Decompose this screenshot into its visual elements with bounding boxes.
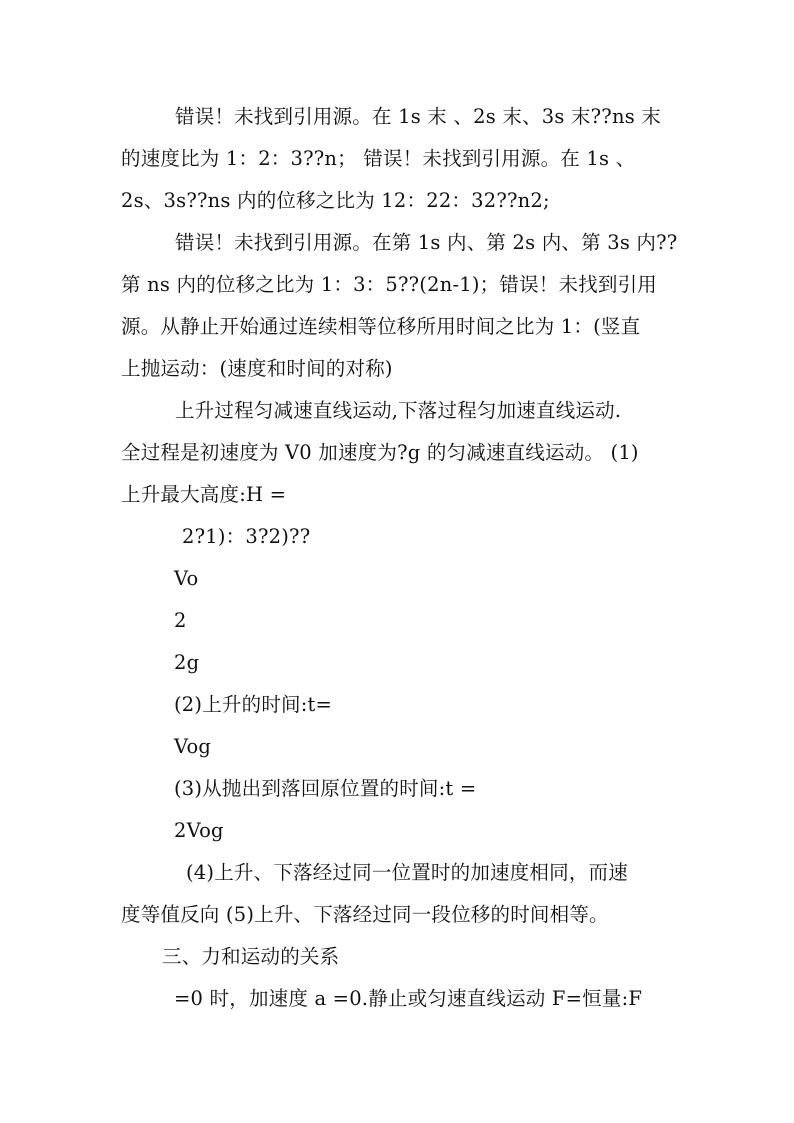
text-line-9: 全过程是初速度为 V0 加速度为?g 的匀减速直线运动。 (1): [121, 441, 639, 464]
text-line-7: 上抛运动：(速度和时间的对称): [121, 357, 393, 380]
text-line-16: Vog: [174, 735, 212, 758]
text-line-2: 的速度比为 1：2：3??n； 错误！未找到引用源。在 1s 、: [121, 147, 636, 170]
text-line-13: 2: [174, 609, 187, 632]
text-line-20: 度等值反向 (5)上升、下落经过同一段位移的时间相等。: [121, 903, 609, 926]
text-line-10: 上升最大高度:H =: [121, 483, 287, 506]
text-line-4: 错误！未找到引用源。在第 1s 内、第 2s 内、第 3s 内??: [175, 231, 678, 254]
text-line-11: 2?1)：3?2)??: [182, 525, 311, 548]
text-line-1: 错误！未找到引用源。在 1s 末 、2s 末、3s 末??ns 末: [175, 105, 662, 128]
text-line-15: (2)上升的时间:t=: [174, 693, 333, 716]
text-line-17: (3)从抛出到落回原位置的时间:t =: [174, 777, 477, 800]
text-line-19: (4)上升、下落经过同一位置时的加速度相同，而速: [186, 861, 628, 884]
text-line-12: Vo: [174, 567, 199, 590]
text-line-3: 2s、3s??ns 内的位移之比为 12：22：32??n2;: [121, 189, 550, 212]
text-line-14: 2g: [174, 651, 200, 674]
text-line-18: 2Vog: [174, 819, 224, 842]
text-line-22: =0 时，加速度 a =0.静止或匀速直线运动 F=恒量:F: [174, 987, 643, 1010]
text-line-5: 第 ns 内的位移之比为 1：3：5??(2n-1)；错误！未找到引用: [121, 273, 657, 296]
text-line-6: 源。从静止开始通过连续相等位移所用时间之比为 1：(竖直: [121, 315, 641, 338]
text-line-8: 上升过程匀减速直线运动,下落过程匀加速直线运动.: [175, 399, 622, 422]
section-heading: 三、力和运动的关系: [162, 945, 340, 968]
